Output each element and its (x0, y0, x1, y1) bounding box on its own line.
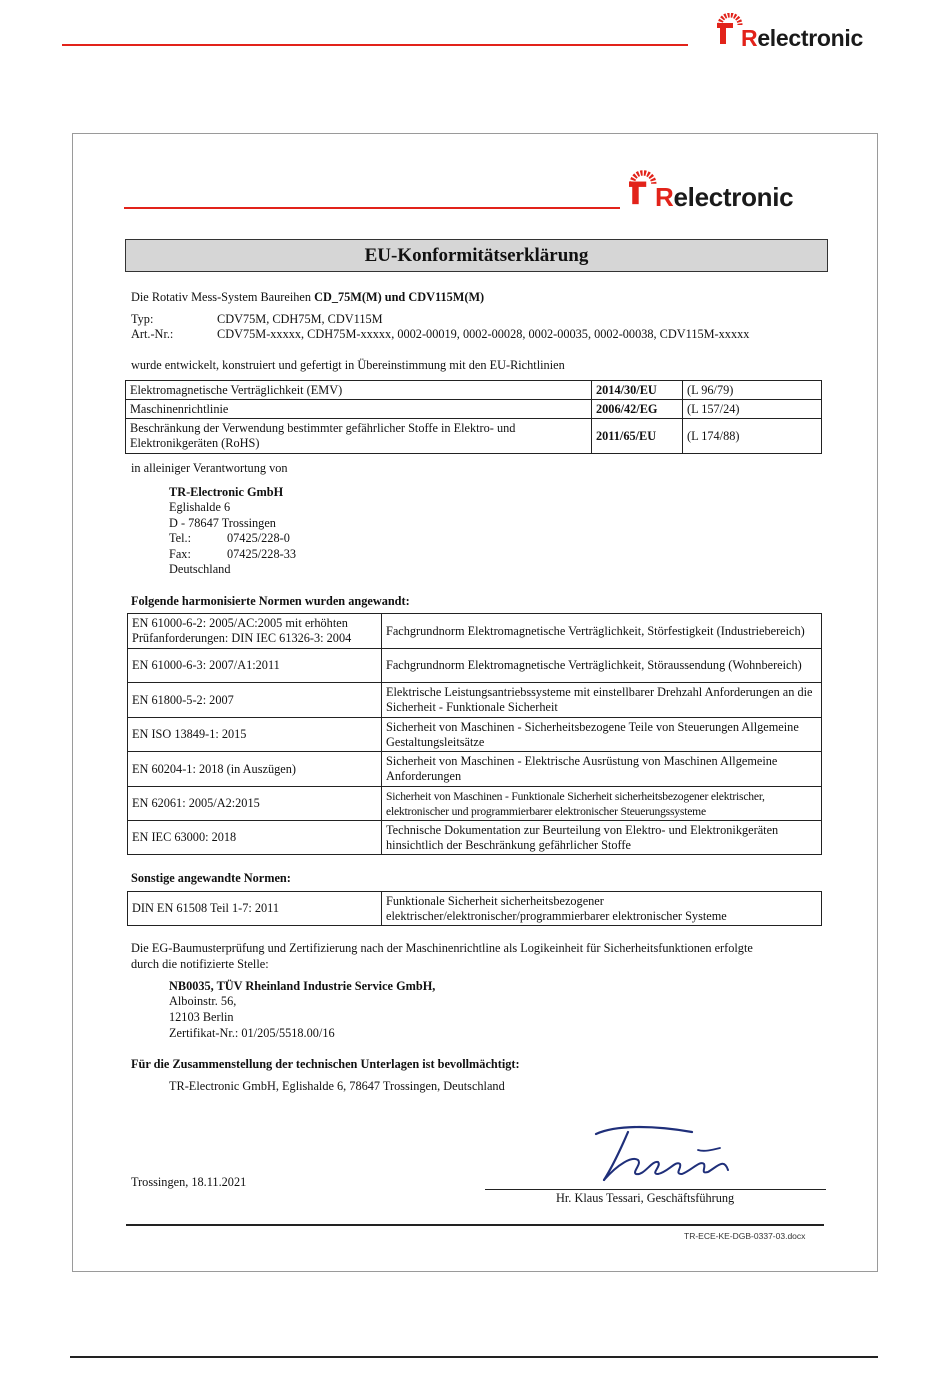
authorized-value: TR-Electronic GmbH, Eglishalde 6, 78647 Trossingen, Deutschland (169, 1079, 505, 1093)
notified-body-name: NB0035, TÜV Rheinland Industrie Service GmbH, (169, 979, 436, 993)
standard-description: Sicherheit von Maschinen - Sicherheitsbezogene Teile von Steuerungen Allgemeine Gestaltungsleitsätze (382, 718, 822, 752)
directive-code: 2011/65/EU (592, 419, 683, 454)
other-standards-heading: Sonstige angewandte Normen: (131, 871, 291, 885)
certification-text-1: Die EG-Baumusterprüfung und Zertifizierung nach der Maschinenrichtline als Logikeinheit für Sicherheitsfunktionen erfolgte (131, 941, 753, 955)
standard-id: EN 62061: 2005/A2:2015 (128, 787, 382, 821)
logo-wordmark: electronic (757, 25, 863, 51)
other-standards-table (127, 891, 822, 926)
logo-wordmark: electronic (673, 182, 794, 212)
standard-description: Funktionale Sicherheit sicherheitsbezogener elektrischer/elektronischer/programmierbarer elektronischer Systeme (382, 892, 822, 926)
notified-body-street: Alboinstr. 56, (169, 994, 237, 1008)
tr-logo-icon (717, 13, 743, 50)
company-tel-label: Tel.: (169, 531, 192, 545)
intro-line (131, 290, 484, 306)
table-row (128, 752, 822, 787)
directives-table (125, 380, 822, 454)
document-title: EU-Konformitätserklärung (125, 239, 828, 272)
standard-id: EN ISO 13849-1: 2015 (128, 718, 382, 752)
certification-text-2: durch die notifizierte Stelle: (131, 957, 269, 971)
developed-text: wurde entwickelt, konstruiert und gefertigt in Übereinstimmung mit den EU-Richtlinien (131, 358, 565, 372)
document-reference: TR-ECE-KE-DGB-0337-03.docx (684, 1231, 806, 1241)
tr-logo-icon (629, 170, 657, 211)
company-fax: 07425/228-33 (227, 547, 296, 561)
table-row (126, 400, 822, 419)
art-label: Art.-Nr.: (131, 327, 174, 341)
logo-letter: R (741, 25, 758, 51)
company-city: D - 78647 Trossingen (169, 516, 276, 530)
certificate-number: Zertifikat-Nr.: 01/205/5518.00/16 (169, 1026, 335, 1040)
company-fax-label: Fax: (169, 547, 191, 561)
directive-ref: (L 157/24) (683, 400, 822, 419)
standard-description: Fachgrundnorm Elektromagnetische Verträglichkeit, Störfestigkeit (Industriebereich) (382, 614, 822, 649)
table-row (128, 649, 822, 683)
typ-label: Typ: (131, 312, 154, 326)
harmonized-heading: Folgende harmonisierte Normen wurden angewandt: (131, 594, 410, 608)
company-tel: 07425/228-0 (227, 531, 290, 545)
tr-electronic-logo (717, 13, 863, 50)
company-street: Eglishalde 6 (169, 500, 231, 514)
table-row (128, 821, 822, 855)
standard-id: EN IEC 63000: 2018 (128, 821, 382, 855)
standard-id: EN 60204-1: 2018 (in Auszügen) (128, 752, 382, 787)
footer-rule (126, 1224, 824, 1226)
handwritten-signature (588, 1120, 738, 1188)
place-date: Trossingen, 18.11.2021 (131, 1175, 247, 1189)
standard-description: Elektrische Leistungsantriebssysteme mit einstellbarer Drehzahl Anforderungen an die Sicherheit - Funktionale Sicherheit (382, 683, 822, 718)
standard-description: Technische Dokumentation zur Beurteilung von Elektro- und Elektronikgeräten hinsichtlich der Beschränkung gefährlicher Stoffe (382, 821, 822, 855)
table-row (128, 892, 822, 926)
document-header-rule (124, 207, 620, 209)
company-name: TR-Electronic GmbH (169, 485, 284, 499)
directive-name: Maschinenrichtlinie (126, 400, 592, 419)
signature-line (485, 1189, 826, 1190)
logo-letter: R (655, 182, 674, 212)
directive-name: Elektromagnetische Verträglichkeit (EMV) (126, 381, 592, 400)
directive-ref: (L 96/79) (683, 381, 822, 400)
standard-id: EN 61000-6-2: 2005/AC:2005 mit erhöhten Prüfanforderungen: DIN IEC 61326-3: 2004 (128, 614, 382, 649)
notified-body-city: 12103 Berlin (169, 1010, 234, 1024)
standard-id: EN 61000-6-3: 2007/A1:2011 (128, 649, 382, 683)
directive-ref: (L 174/88) (683, 419, 822, 454)
standard-description: Sicherheit von Maschinen - Funktionale Sicherheit sicherheitsbezogener elektrischer, elektronischer und programmierbarer elektronischer Steuerungssysteme (382, 787, 822, 821)
standard-id: DIN EN 61508 Teil 1-7: 2011 (128, 892, 382, 926)
authorized-heading: Für die Zusammenstellung der technischen Unterlagen ist bevollmächtigt: (131, 1057, 520, 1071)
standard-description: Fachgrundnorm Elektromagnetische Verträglichkeit, Störaussendung (Wohnbereich) (382, 649, 822, 683)
product-series: CD_75M(M) und CDV115M(M) (314, 290, 485, 304)
directive-code: 2006/42/EG (592, 400, 683, 419)
intro-prefix: Die Rotativ Mess-System Baureihen (131, 290, 315, 304)
standard-id: EN 61800-5-2: 2007 (128, 683, 382, 718)
harmonized-standards-table (127, 613, 822, 855)
document-logo (629, 170, 793, 211)
header-rule (62, 44, 688, 46)
directive-name: Beschränkung der Verwendung bestimmter gefährlicher Stoffe in Elektro- und Elektronikgeräten (RoHS) (126, 419, 592, 454)
table-row (128, 718, 822, 752)
typ-value: CDV75M, CDH75M, CDV115M (217, 312, 383, 326)
signatory: Hr. Klaus Tessari, Geschäftsführung (556, 1191, 735, 1205)
directive-code: 2014/30/EU (592, 381, 683, 400)
table-row (128, 787, 822, 821)
company-country: Deutschland (169, 562, 231, 576)
standard-description: Sicherheit von Maschinen - Elektrische Ausrüstung von Maschinen Allgemeine Anforderungen (382, 752, 822, 787)
page-bottom-rule (70, 1356, 878, 1358)
table-row (128, 614, 822, 649)
responsibility-text: in alleiniger Verantwortung von (131, 461, 288, 475)
table-row (128, 683, 822, 718)
table-row (126, 381, 822, 400)
table-row (126, 419, 822, 454)
art-value: CDV75M-xxxxx, CDH75M-xxxxx, 0002-00019, 0002-00028, 0002-00035, 0002-00038, CDV115M-xxxxx (217, 327, 750, 341)
